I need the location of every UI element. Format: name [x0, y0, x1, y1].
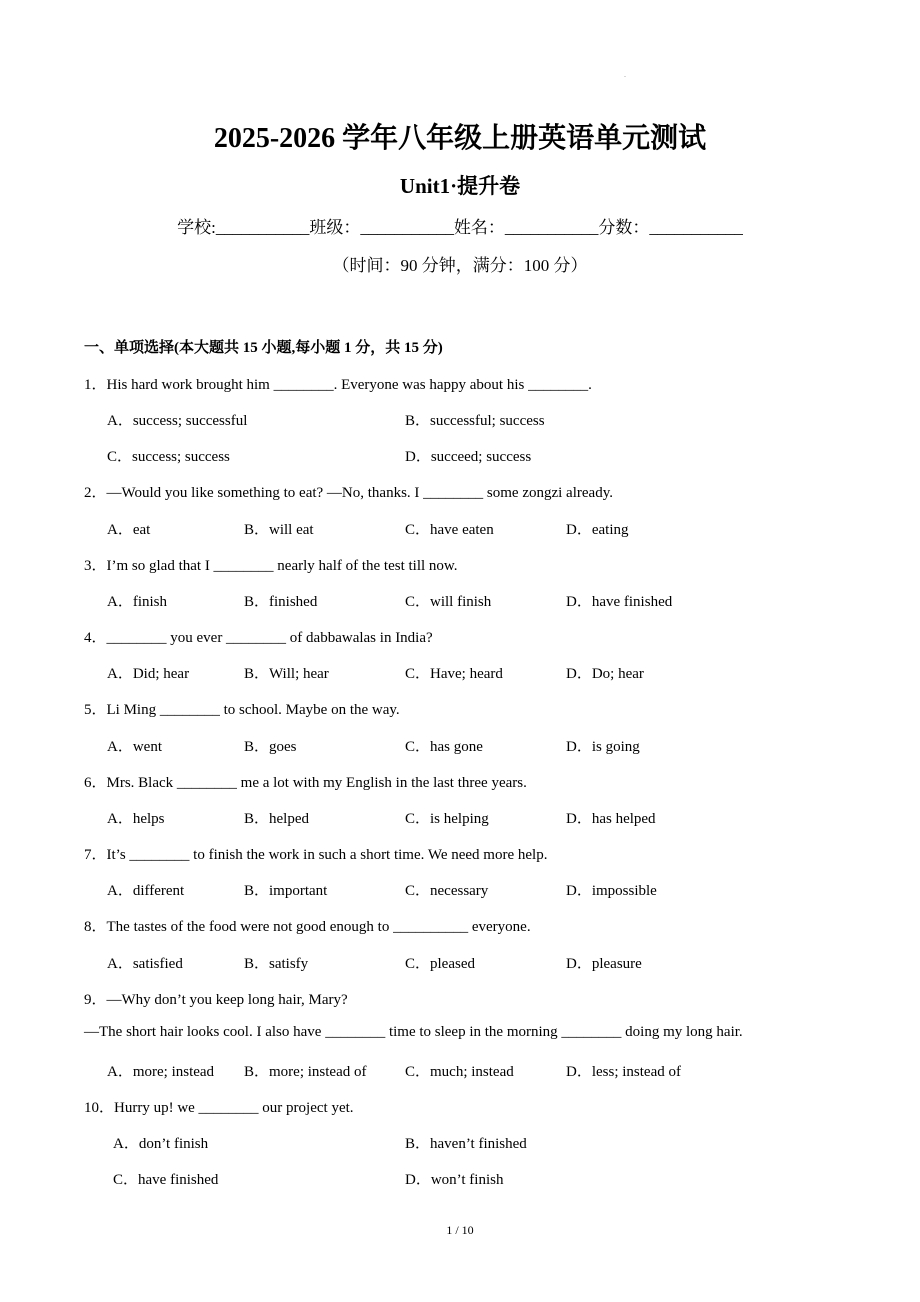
question-9-option-b: B．more; instead of: [244, 1064, 367, 1080]
question-6-option-d: D．has helped: [566, 811, 656, 827]
question-9-option-a: A．more; instead: [107, 1064, 215, 1080]
question-8-option-b: B．satisfy: [244, 956, 309, 972]
question-10-option-a: A．don’t finish: [113, 1136, 209, 1152]
question-8-option-d: D．pleasure: [566, 956, 642, 972]
question-3-stem: 3．I’m so glad that I ________ nearly half of the test till now.: [84, 558, 458, 574]
question-7-option-a: A．different: [107, 883, 185, 899]
question-5-option-c: C．has gone: [405, 739, 483, 755]
question-10-option-b: B．haven’t finished: [405, 1136, 527, 1152]
question-9-stem-continued: —The short hair looks cool. I also have ________ time to sleep in the morning ________ doing my long hair.: [84, 1024, 743, 1040]
question-10-option-d: D．won’t finish: [405, 1172, 504, 1188]
question-3-option-b: B．finished: [244, 594, 318, 610]
student-info-line: 学校:___________班级：___________姓名：___________分数：___________: [177, 218, 743, 237]
question-2-option-c: C．have eaten: [405, 522, 494, 538]
question-1-stem: 1．His hard work brought him ________. Everyone was happy about his ________.: [84, 377, 592, 393]
question-7-option-c: C．necessary: [405, 883, 489, 899]
question-4-option-c: C．Have; heard: [405, 666, 503, 682]
question-1-option-a: A．success; successful: [107, 413, 248, 429]
stray-mark: .: [624, 70, 626, 79]
question-10-stem: 10．Hurry up! we ________ our project yet.: [84, 1100, 354, 1116]
document-title: 2025-2026 学年八年级上册英语单元测试: [213, 123, 707, 154]
time-and-score-line: （时间：90 分钟，满分：100 分）: [332, 256, 588, 275]
question-4-option-b: B．Will; hear: [244, 666, 329, 682]
question-10-option-c: C．have finished: [113, 1172, 219, 1188]
question-8-option-a: A．satisfied: [107, 956, 183, 972]
question-6-option-a: A．helps: [107, 811, 165, 827]
question-9-stem: 9．—Why don’t you keep long hair, Mary?: [84, 992, 348, 1008]
question-9-option-d: D．less; instead of: [566, 1064, 681, 1080]
question-2-option-b: B．will eat: [244, 522, 314, 538]
question-1-option-b: B．successful; success: [405, 413, 545, 429]
question-5-stem: 5．Li Ming ________ to school. Maybe on the way.: [84, 702, 400, 718]
question-3-option-c: C．will finish: [405, 594, 492, 610]
question-4-stem: 4．________ you ever ________ of dabbawalas in India?: [84, 630, 433, 646]
question-6-stem: 6．Mrs. Black ________ me a lot with my English in the last three years.: [84, 775, 527, 791]
question-8-stem: 8．The tastes of the food were not good enough to __________ everyone.: [84, 919, 531, 935]
question-7-option-d: D．impossible: [566, 883, 657, 899]
question-4-option-d: D．Do; hear: [566, 666, 644, 682]
question-3-option-d: D．have finished: [566, 594, 673, 610]
question-1-option-c: C．success; success: [107, 449, 230, 465]
question-5-option-a: A．went: [107, 739, 162, 755]
question-5-option-b: B．goes: [244, 739, 297, 755]
question-8-option-c: C．pleased: [405, 956, 475, 972]
question-2-option-d: D．eating: [566, 522, 629, 538]
question-2-option-a: A．eat: [107, 522, 151, 538]
document-subtitle: Unit1·提升卷: [399, 174, 521, 198]
question-9-option-c: C．much; instead: [405, 1064, 514, 1080]
question-5-option-d: D．is going: [566, 739, 640, 755]
question-7-stem: 7．It’s ________ to finish the work in such a short time. We need more help.: [84, 847, 548, 863]
question-4-option-a: A．Did; hear: [107, 666, 190, 682]
question-7-option-b: B．important: [244, 883, 328, 899]
question-6-option-b: B．helped: [244, 811, 309, 827]
question-6-option-c: C．is helping: [405, 811, 489, 827]
section-heading: 一、单项选择(本大题共 15 小题,每小题 1 分，共 15 分): [84, 340, 443, 356]
page-number: 1 / 10: [446, 1223, 474, 1237]
question-3-option-a: A．finish: [107, 594, 168, 610]
question-1-option-d: D．succeed; success: [405, 449, 532, 465]
question-2-stem: 2．—Would you like something to eat? —No, thanks. I ________ some zongzi already.: [84, 485, 613, 501]
